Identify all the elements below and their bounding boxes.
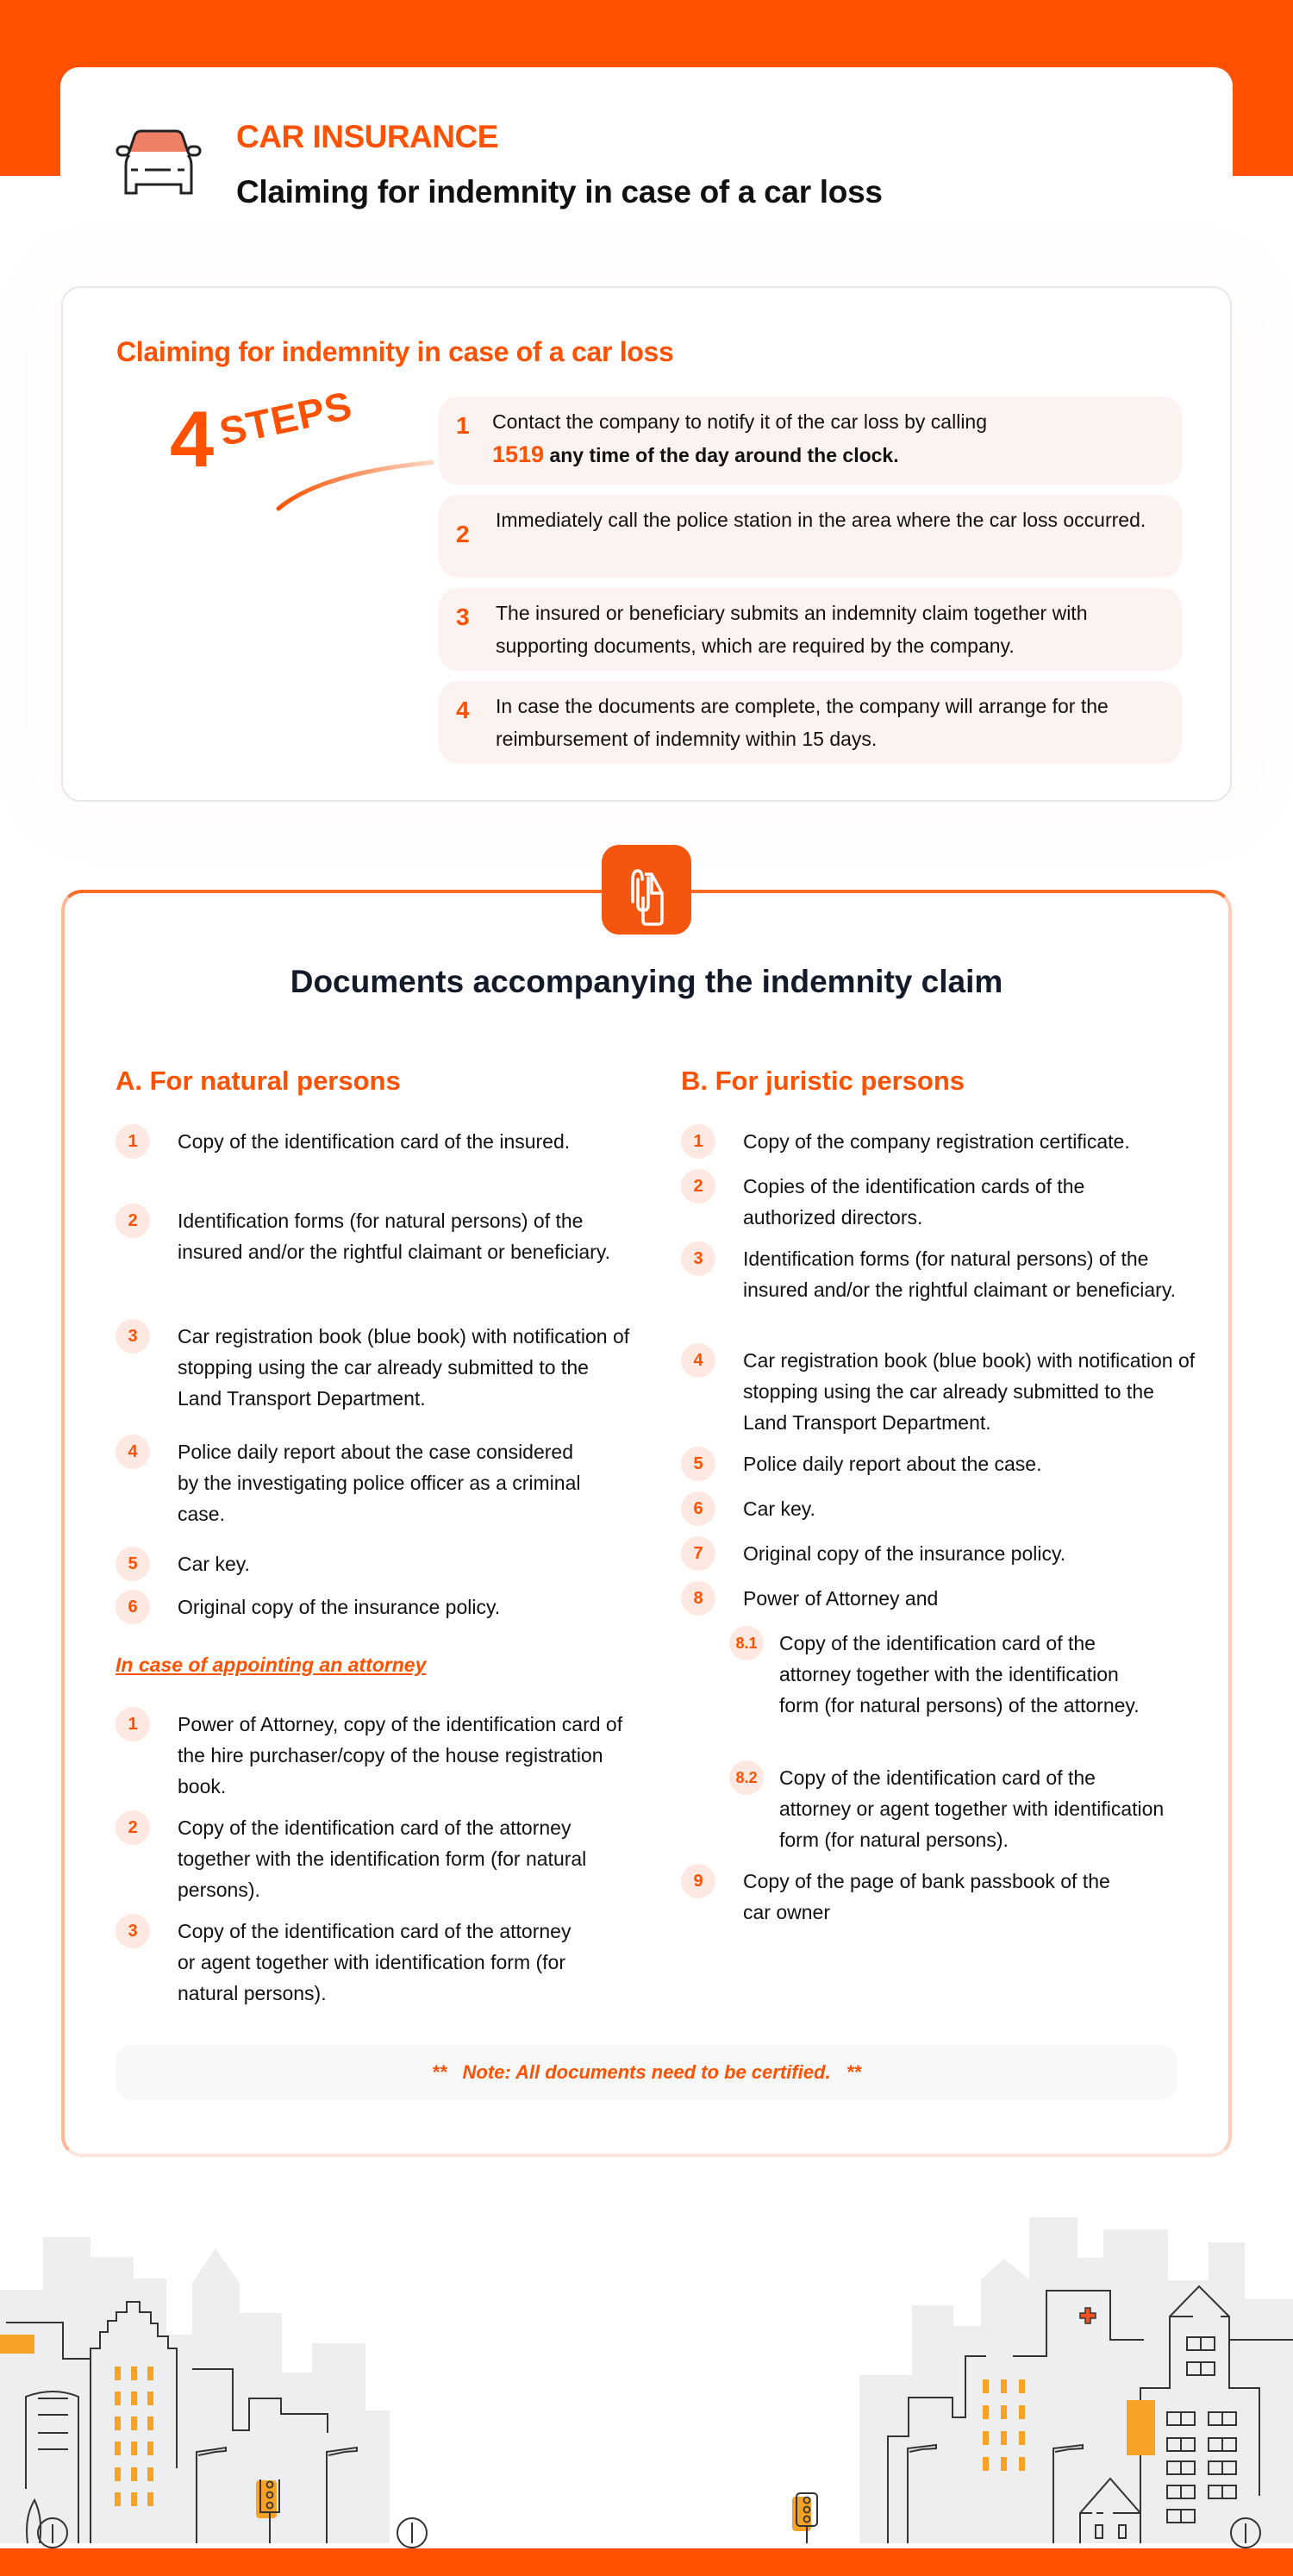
page-title: Claiming for indemnity in case of a car loss bbox=[236, 174, 883, 209]
item-text: Power of Attorney and bbox=[743, 1587, 939, 1610]
step-number: 3 bbox=[456, 603, 470, 630]
step-item bbox=[439, 495, 1182, 578]
item-text: Police daily report about the case. bbox=[743, 1453, 1042, 1475]
item-text: Car key. bbox=[178, 1553, 250, 1575]
steps-count-label: STEPS bbox=[215, 382, 357, 455]
item-number-badge: 1 bbox=[681, 1124, 715, 1159]
item-number-badge: 8.2 bbox=[729, 1760, 764, 1795]
car-icon bbox=[114, 129, 203, 197]
item-text: Original copy of the insurance policy. bbox=[178, 1596, 501, 1618]
item-number-badge: 2 bbox=[116, 1810, 150, 1845]
bottom-banner bbox=[0, 2548, 1293, 2576]
item-text: Copy of the identification card of the attorney together with the identification form (for natural persons) of the attorney. bbox=[779, 1632, 1140, 1716]
item-number-badge: 1 bbox=[116, 1707, 150, 1741]
document-icon-badge bbox=[602, 845, 691, 935]
item-text: Car registration book (blue book) with notification of stopping using the car already submitted to the Land Transport Department. bbox=[178, 1325, 630, 1410]
item-number-badge: 2 bbox=[681, 1169, 715, 1204]
steps-count: 4 bbox=[170, 396, 215, 484]
item-number-badge: 6 bbox=[116, 1590, 150, 1624]
traffic-light-icon bbox=[792, 2493, 817, 2543]
city-skyline-illustration bbox=[0, 2207, 1293, 2548]
item-text: Copy of the identification card of the attorney or agent together with identification form (for natural persons). bbox=[178, 1920, 572, 2004]
item-text: Copies of the identification cards of the authorized directors. bbox=[743, 1175, 1085, 1229]
step-text-before: Contact the company to notify it of the car loss by calling bbox=[492, 410, 988, 433]
step-number: 2 bbox=[456, 521, 470, 547]
item-text: Copy of the identification card of the attorney or agent together with identification form (for natural persons). bbox=[779, 1766, 1165, 1851]
step-number: 4 bbox=[456, 697, 470, 723]
item-number-badge: 9 bbox=[681, 1864, 715, 1898]
documents-title: Documents accompanying the indemnity claim bbox=[290, 964, 1003, 999]
item-text: Identification forms (for natural persons) of the insured and/or the rightful claimant or beneficiary. bbox=[743, 1247, 1177, 1301]
steps-card bbox=[61, 286, 1232, 802]
item-number-badge: 6 bbox=[681, 1491, 715, 1526]
paperclip-document-icon bbox=[602, 845, 691, 935]
item-number-badge: 3 bbox=[116, 1319, 150, 1354]
note-box bbox=[116, 2045, 1177, 2100]
item-number-badge: 5 bbox=[116, 1547, 150, 1581]
item-number-badge: 7 bbox=[681, 1536, 715, 1571]
item-text: Police daily report about the case considered by the investigating police officer as a criminal case. bbox=[178, 1441, 581, 1525]
step-text: The insured or beneficiary submits an indemnity claim together with supporting documents, which are required by the company. bbox=[496, 602, 1088, 657]
note-text: ** Note: All documents need to be certified. ** bbox=[432, 2061, 861, 2083]
background-buildings bbox=[0, 2217, 1293, 2543]
step-text bbox=[492, 405, 1165, 472]
hotline-number[interactable]: 1519 bbox=[492, 441, 545, 467]
step-number: 1 bbox=[456, 412, 470, 439]
item-number-badge: 3 bbox=[116, 1914, 150, 1948]
item-text: Identification forms (for natural persons) of the insured and/or the rightful claimant or beneficiary. bbox=[178, 1210, 611, 1263]
step-text: In case the documents are complete, the company will arrange for the reimbursement of indemnity within 15 days. bbox=[496, 695, 1109, 750]
item-number-badge: 4 bbox=[681, 1343, 715, 1378]
item-text: Copy of the identification card of the attorney together with the identification form (for natural persons). bbox=[178, 1816, 587, 1901]
step-text: Immediately call the police station in the area where the car loss occurred. bbox=[496, 509, 1146, 531]
item-number-badge: 3 bbox=[681, 1241, 715, 1276]
natural-persons-heading: A. For natural persons bbox=[116, 1066, 401, 1096]
step-item bbox=[439, 681, 1182, 764]
juristic-persons-heading: B. For juristic persons bbox=[681, 1066, 965, 1096]
item-text: Copy of the identification card of the insured. bbox=[178, 1130, 571, 1153]
step-item bbox=[439, 397, 1182, 485]
item-text: Car registration book (blue book) with notification of stopping using the car already submitted to the Land Transport Department. bbox=[743, 1349, 1196, 1434]
item-text: Copy of the company registration certificate. bbox=[743, 1130, 1130, 1153]
item-number-badge: 8 bbox=[681, 1581, 715, 1616]
item-text: Copy of the page of bank passbook of the car owner bbox=[743, 1870, 1110, 1923]
item-number-badge: 2 bbox=[116, 1204, 150, 1238]
brand-label: CAR INSURANCE bbox=[236, 119, 498, 154]
attorney-subheading: In case of appointing an attorney bbox=[116, 1654, 427, 1676]
header-card bbox=[60, 67, 1233, 240]
item-number-badge: 1 bbox=[116, 1124, 150, 1159]
item-number-badge: 5 bbox=[681, 1447, 715, 1481]
step-text-after: any time of the day around the clock. bbox=[549, 444, 899, 466]
swoosh-decoration bbox=[209, 441, 434, 536]
item-number-badge: 4 bbox=[116, 1435, 150, 1469]
item-text: Car key. bbox=[743, 1497, 815, 1520]
step-item bbox=[439, 588, 1182, 671]
item-text: Original copy of the insurance policy. bbox=[743, 1542, 1066, 1565]
item-number-badge: 8.1 bbox=[729, 1626, 764, 1660]
item-text: Power of Attorney, copy of the identification card of the hire purchaser/copy of the house registration book. bbox=[178, 1713, 623, 1798]
steps-section-title: Claiming for indemnity in case of a car loss bbox=[116, 336, 674, 367]
